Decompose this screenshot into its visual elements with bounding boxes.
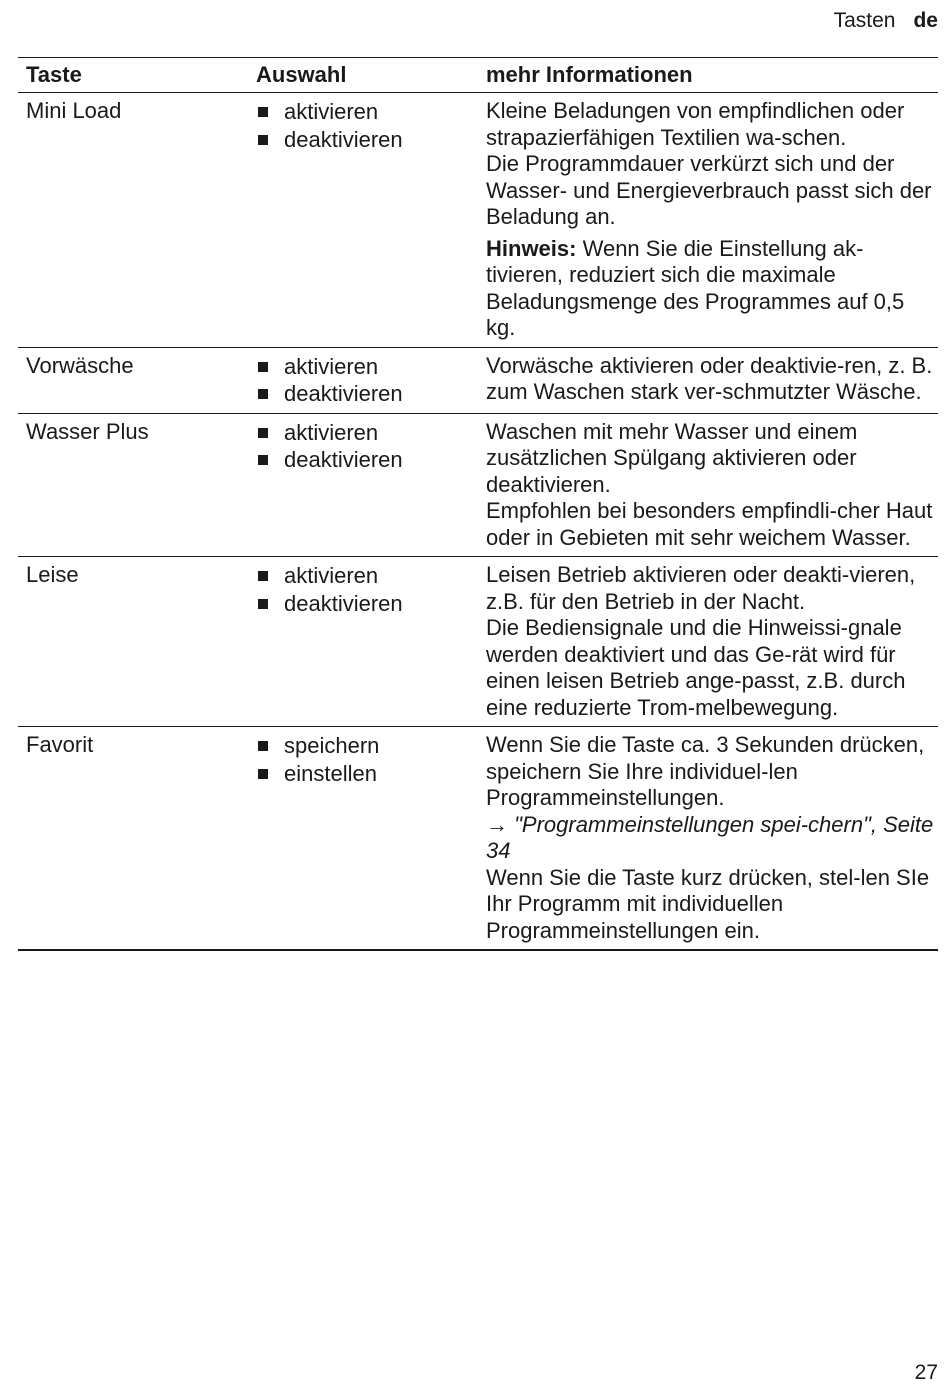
column-header-taste: Taste	[26, 62, 82, 87]
note-label: Hinweis:	[486, 235, 577, 261]
button-name: Favorit	[26, 732, 94, 757]
info-text: Die Programmdauer verkürzt sich und der Wasser- und Energieverbrauch passt sich der Beladung an.	[486, 151, 932, 229]
section-title: Tasten	[833, 9, 896, 32]
info-cell	[478, 557, 938, 726]
option-list	[248, 557, 478, 726]
option-list	[248, 348, 478, 413]
option-item: aktivieren	[256, 562, 478, 590]
option-item: aktivieren	[256, 419, 478, 447]
option-list	[248, 727, 478, 949]
info-cell	[478, 93, 938, 347]
info-text: Wenn Sie die Taste kurz drücken, stel-len SIe Ihr Programm mit individuellen Programmeinstellungen ein.	[486, 864, 930, 943]
running-header	[834, 8, 938, 34]
table-header-row	[18, 57, 938, 93]
option-item: aktivieren	[256, 98, 478, 126]
info-text: Vorwäsche aktivieren oder deaktivie-ren, z. B. zum Waschen stark ver-schmutzter Wäsche.	[486, 352, 933, 404]
cross-reference-link[interactable]: → "Programmeinstellungen spei-chern", Seite 34	[486, 811, 934, 863]
option-item: deaktivieren	[256, 590, 478, 618]
option-item: deaktivieren	[256, 446, 478, 474]
table-row	[18, 348, 938, 414]
page-number: 27	[914, 1361, 938, 1384]
info-text: Kleine Beladungen von empfindlichen oder strapazierfähigen Textilien wa-schen.	[486, 98, 905, 150]
table-row	[18, 727, 938, 951]
option-item: deaktivieren	[256, 126, 478, 154]
info-cell	[478, 727, 938, 949]
language-code: de	[913, 9, 938, 32]
button-name: Wasser Plus	[26, 418, 149, 444]
info-cell	[478, 348, 938, 413]
column-header-auswahl: Auswahl	[256, 62, 347, 87]
note-paragraph	[486, 236, 938, 342]
table-row	[18, 93, 938, 348]
info-text: Waschen mit mehr Wasser und einem zusätzlichen Spülgang aktivieren oder deaktivieren.	[486, 418, 858, 497]
button-name: Leise	[26, 562, 79, 587]
option-item: einstellen	[256, 760, 478, 788]
column-header-info: mehr Informationen	[486, 62, 693, 87]
info-text: Leisen Betrieb aktivieren oder deakti-vieren, z.B. für den Betrieb in der Nacht.	[486, 562, 916, 614]
button-name: Vorwäsche	[26, 352, 134, 378]
option-item: deaktivieren	[256, 380, 478, 408]
option-list	[248, 93, 478, 347]
info-text: Wenn Sie die Taste ca. 3 Sekunden drücken, speichern Sie Ihre individuel-len Programmeinstellungen.	[486, 732, 925, 810]
table-row	[18, 557, 938, 727]
option-list	[248, 414, 478, 557]
note-text: Wenn Sie die Einstellung ak-tivieren, reduziert sich die maximale Beladungsmenge des Programmes auf 0,5 kg.	[486, 235, 905, 340]
option-item: aktivieren	[256, 353, 478, 381]
info-cell	[478, 414, 938, 557]
option-item: speichern	[256, 732, 478, 760]
settings-table	[18, 57, 938, 951]
button-name: Mini Load	[26, 98, 122, 123]
info-text: Die Bediensignale und die Hinweissi-gnale werden deaktiviert und das Ge-rät wird für einen leisen Betrieb ange-passt, z.B. durch eine reduzierte Trom-melbewegung.	[486, 615, 906, 720]
table-row	[18, 414, 938, 558]
info-text: Empfohlen bei besonders empfindli-cher Haut oder in Gebieten mit sehr weichem Wasser.	[486, 498, 933, 550]
